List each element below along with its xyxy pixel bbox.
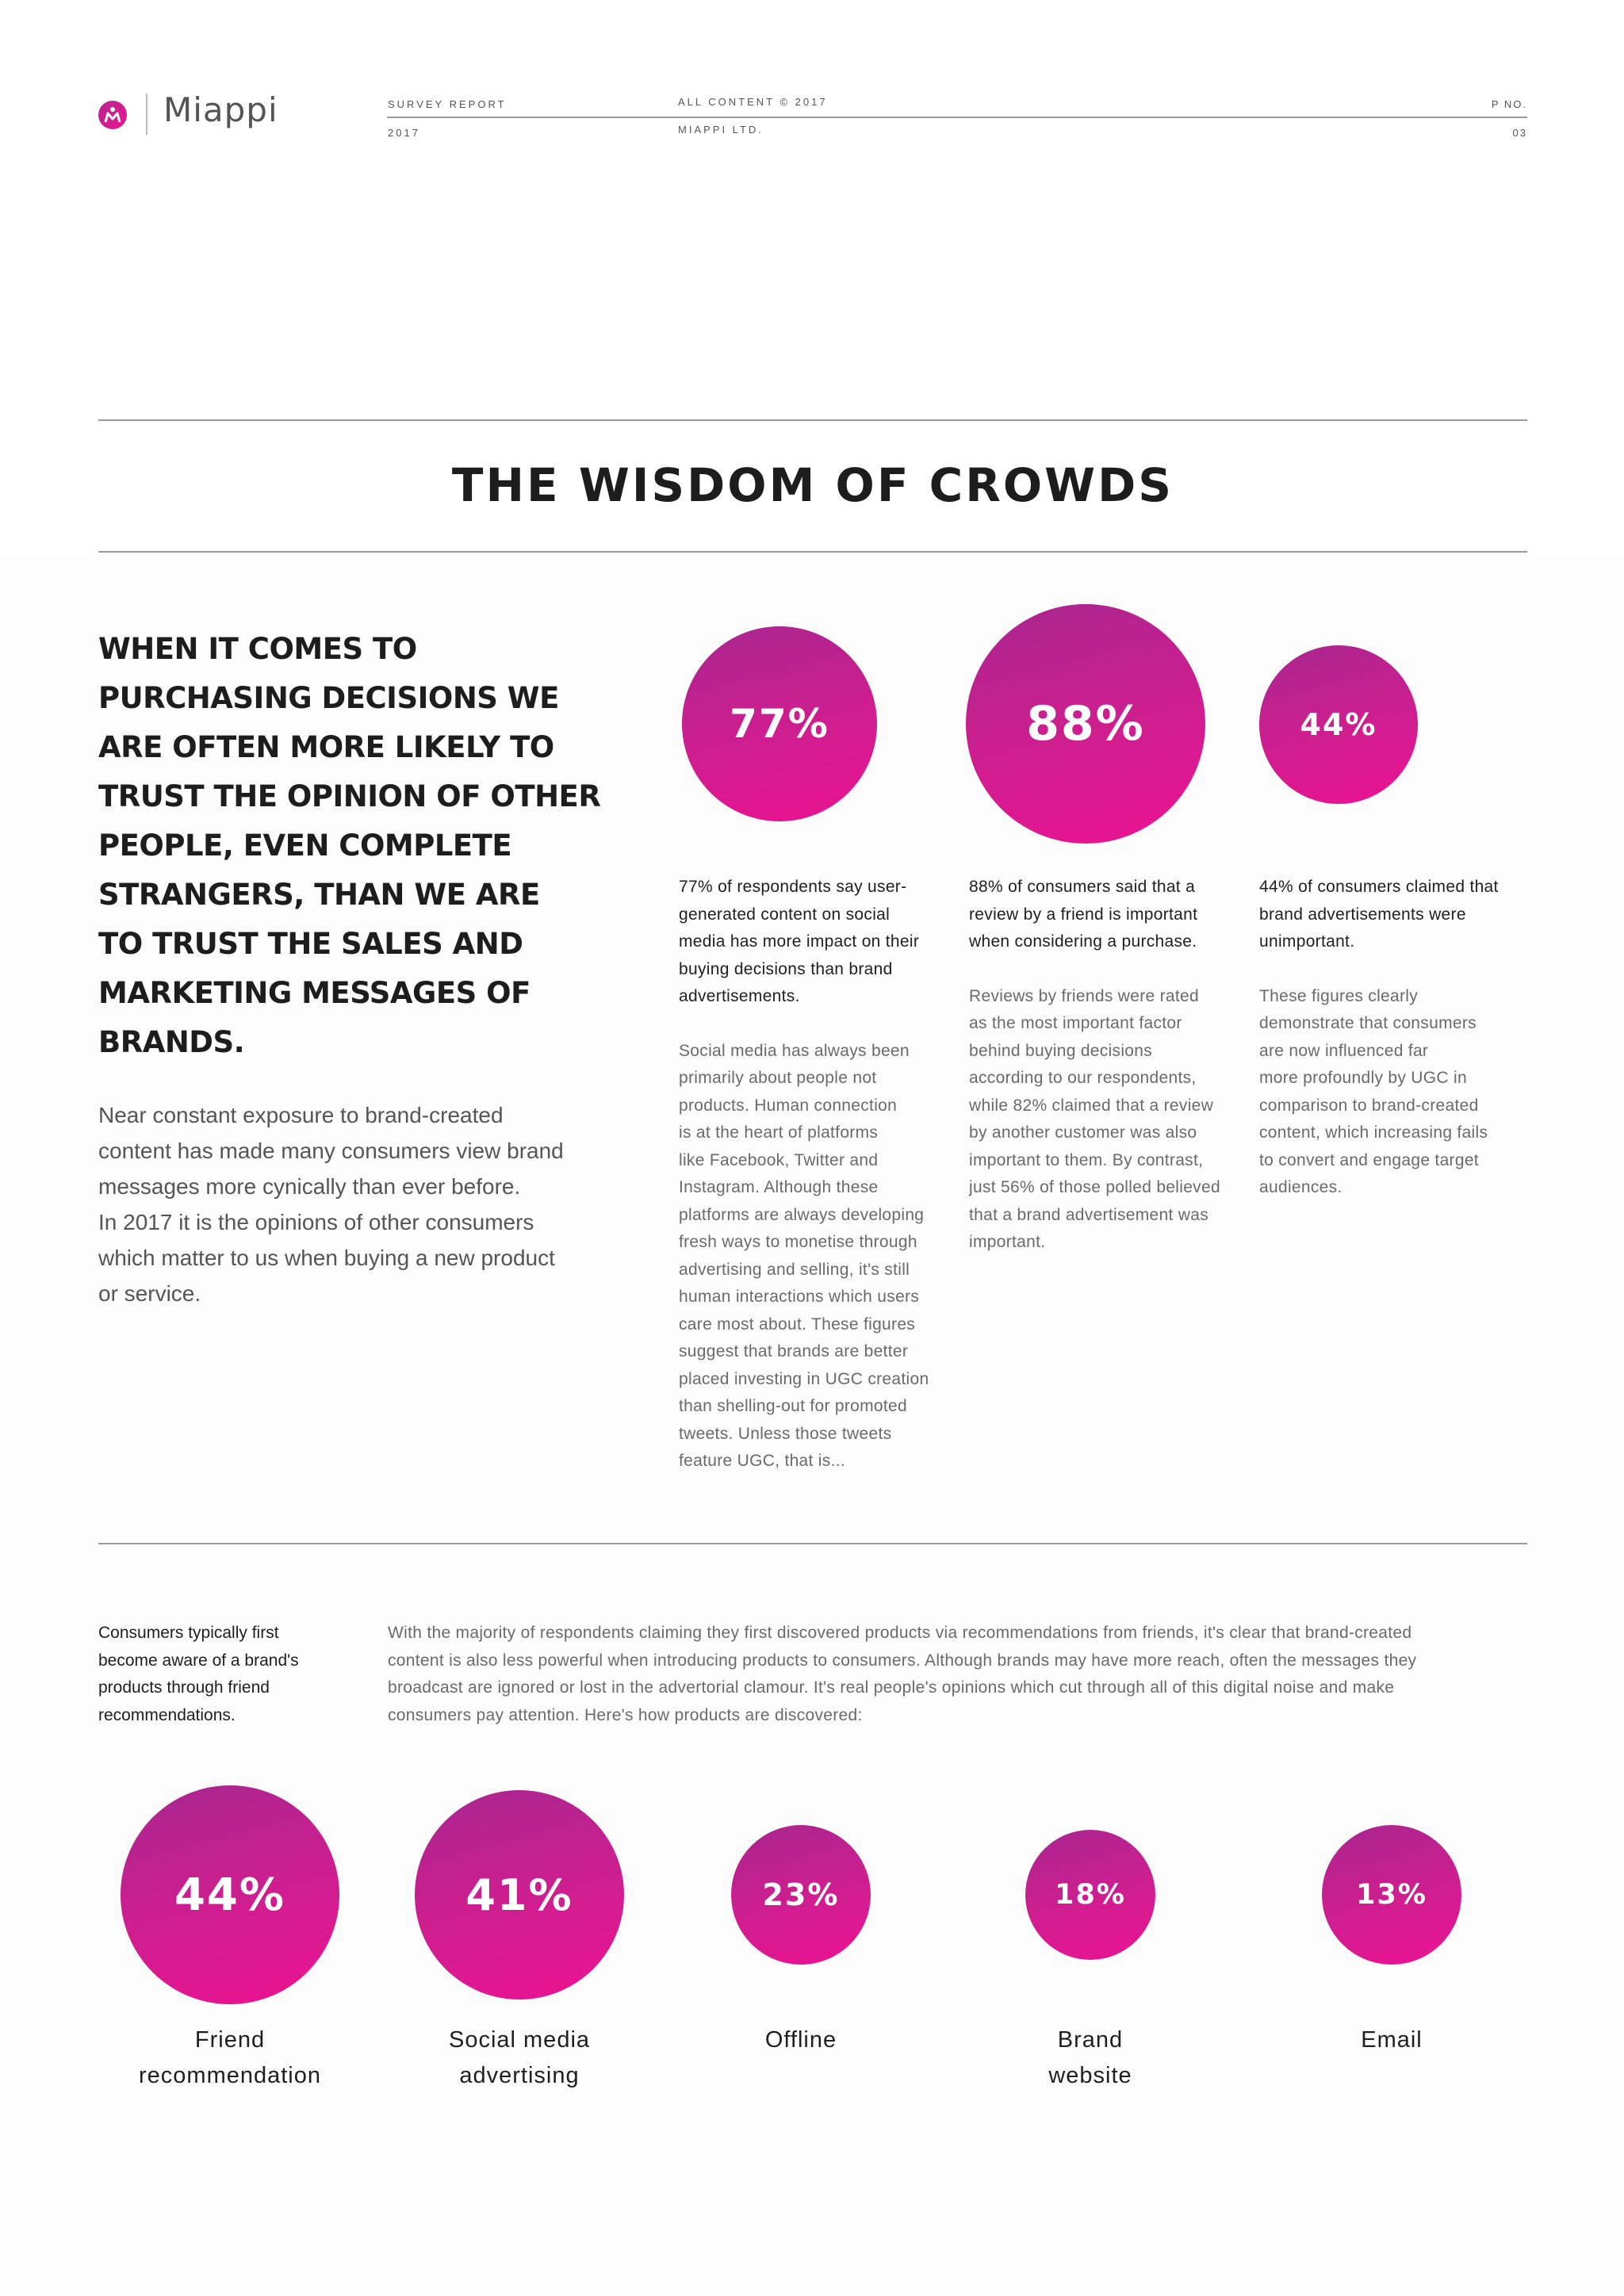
channel-circle-email [1322, 1825, 1461, 1965]
intro-line: content has made many consumers view brand [98, 1138, 564, 1163]
report-label: SURVEY REPORT [388, 98, 507, 110]
stat-body: Social media has always been primarily about people not products. Human connection is at the heart of platforms like Facebook, Twitter and Instagram. Although these platforms are always developing fresh ways to monetise through advertising and selling, it's still human interactions which users care most about. These figures suggest that brands are better placed investing in UGC creation than shelling-out for promoted tweets. Unless those tweets feature UGC, that is... [679, 1041, 929, 1470]
intro-line: In 2017 it is the opinions of other consumers [98, 1210, 534, 1234]
channel-label-friend: Friend recommendation [139, 2027, 321, 2088]
channel-label-social: Social media advertising [448, 2027, 591, 2088]
stat-column-88 [969, 874, 1239, 1257]
copyright-text: ALL CONTENT © 2017 [678, 96, 828, 108]
header-rule [387, 117, 1527, 118]
page-title: THE WISDOM OF CROWDS [451, 458, 1174, 512]
channel-label-offline: Offline [764, 2027, 837, 2053]
intro-line: which matter to us when buying a new product [98, 1246, 555, 1270]
lead-line: TO TRUST THE SALES AND [98, 927, 523, 961]
title-bottom-rule [98, 551, 1527, 553]
stat-summary: 77% of respondents say user- generated content on social media has more impact on their buying decisions than brand advertisements. [679, 878, 920, 1005]
section-divider [98, 1543, 1527, 1544]
channel-value: 41% [465, 1869, 573, 1920]
channel-circle-brand-website [1025, 1830, 1155, 1960]
stat-summary: 44% of consumers claimed that brand advertisements were unimportant. [1259, 878, 1499, 951]
stat-value: 88% [1026, 696, 1145, 752]
lead-line: PEOPLE, EVEN COMPLETE [98, 828, 512, 863]
company-name: MIAPPI LTD. [678, 124, 764, 136]
lead-statement [98, 625, 638, 1067]
stat-value: 77% [730, 701, 829, 747]
lead-line: BRANDS. [98, 1025, 245, 1059]
channel-circle-offline [731, 1825, 871, 1965]
stat-body: Reviews by friends were rated as the most important factor behind buying decisions according to our respondents, while 82% claimed that a review by another customer was also important to them. By contrast, just 56% of those polled believed that a brand advertisement was important. [969, 986, 1220, 1251]
channel-circle-social [415, 1790, 624, 1999]
stat-column-44 [1259, 874, 1529, 1202]
stat-circle-44 [1259, 645, 1418, 804]
channel-circle-friend [121, 1785, 339, 2004]
logo-divider [146, 94, 147, 135]
channel-value: 18% [1055, 1879, 1126, 1911]
intro-line: messages more cynically than ever before. [98, 1174, 521, 1199]
channel-value: 44% [174, 1869, 286, 1921]
stat-circle-77 [682, 626, 877, 821]
stat-body: These figures clearly demonstrate that consumers are now influenced far more profoundly by UGC in comparison to brand-created content, which increasing fails to convert and engage target audiences. [1259, 986, 1488, 1196]
stat-value: 44% [1300, 707, 1377, 742]
page-label: P NO. [1491, 98, 1527, 110]
stat-column-77 [679, 874, 948, 1475]
lead-line: STRANGERS, THAN WE ARE [98, 878, 540, 912]
title-top-rule [98, 419, 1527, 421]
channel-value: 13% [1356, 1879, 1427, 1911]
lead-line: MARKETING MESSAGES OF [98, 976, 530, 1010]
channel-label-brand-website: Brand website [1048, 2027, 1132, 2088]
discovery-paragraph: With the majority of respondents claiming they first discovered products via recommendations from friends, it's clear that brand-created content is also less powerful when introducing products to consumers. Although brands may have more reach, often the messages they broadcast are ignored or lost in the advertorial clamour. It's real people's opinions which cut through all of this digital noise and make consumers pay attention. Here's how products are discovered: [388, 1624, 1417, 1724]
intro-line: Near constant exposure to brand-created [98, 1103, 504, 1127]
channel-label-email: Email [1361, 2027, 1423, 2053]
stat-summary: 88% of consumers said that a review by a friend is important when considering a purchase. [969, 878, 1198, 951]
channel-value: 23% [762, 1877, 840, 1912]
page-number: 03 [1512, 127, 1527, 139]
intro-paragraph [98, 1097, 622, 1311]
stat-circle-88 [966, 604, 1205, 844]
lead-line: ARE OFTEN MORE LIKELY TO [98, 730, 554, 764]
discovery-side-note: Consumers typically first become aware of a brand's products through friend recommendations. [98, 1624, 299, 1724]
report-year: 2017 [388, 127, 420, 139]
miappi-logo-icon [98, 101, 127, 129]
lead-line: WHEN IT COMES TO [98, 632, 417, 666]
intro-line: or service. [98, 1281, 201, 1306]
brand-wordmark: Miappi [163, 90, 278, 129]
lead-line: PURCHASING DECISIONS WE [98, 681, 559, 715]
lead-line: TRUST THE OPINION OF OTHER [98, 779, 601, 813]
